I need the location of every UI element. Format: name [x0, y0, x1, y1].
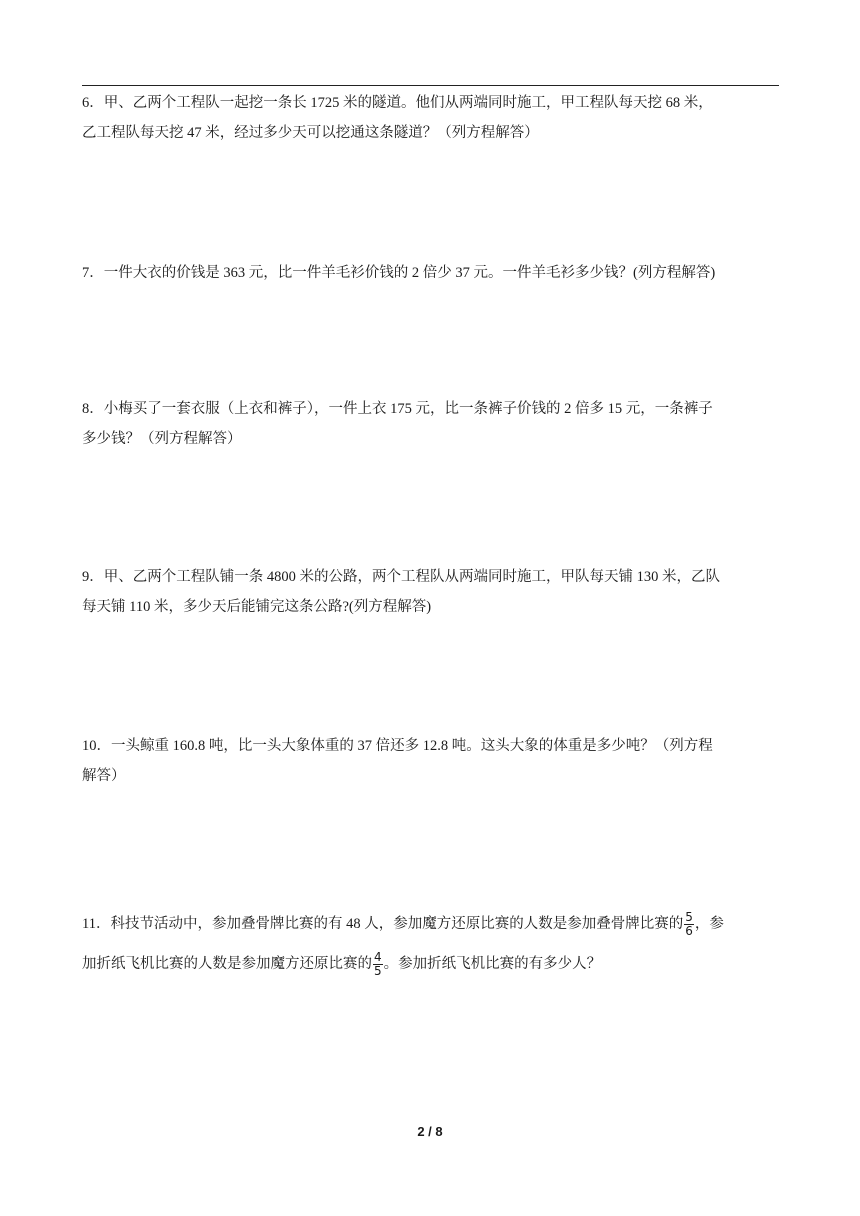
question-8 — [82, 394, 779, 454]
question-11 — [82, 904, 779, 984]
question-text: 加折纸飞机比赛的人数是参加魔方还原比赛的 — [82, 956, 372, 972]
header-rule — [82, 85, 779, 86]
question-line: 解答） — [82, 768, 126, 784]
question-line: 乙工程队每天挖 47 米，经过多少天可以挖通这条隧道？（列方程解答） — [82, 125, 539, 141]
question-text: 11．科技节活动中，参加叠骨牌比赛的有 48 人，参加魔方还原比赛的人数是参加叠骨牌比赛的 — [82, 916, 684, 932]
question-10 — [82, 731, 779, 791]
fraction — [684, 911, 694, 938]
question-line: 7．一件大衣的价钱是 363 元，比一件羊毛衫价钱的 2 倍少 37 元。一件羊毛衫多少钱？(列方程解答) — [82, 265, 716, 281]
question-line: 9．甲、乙两个工程队铺一条 4800 米的公路，两个工程队从两端同时施工，甲队每天铺 130 米，乙队 — [82, 569, 720, 585]
question-7 — [82, 258, 779, 288]
question-line: 每天铺 110 米，多少天后能铺完这条公路?(列方程解答) — [82, 599, 432, 615]
question-text: ，参 — [694, 916, 724, 932]
question-9 — [82, 562, 779, 622]
question-line: 6．甲、乙两个工程队一起挖一条长 1725 米的隧道。他们从两端同时施工，甲工程队每天挖 68 米， — [82, 95, 713, 111]
question-line — [82, 944, 779, 984]
page-number: 2 / 8 — [417, 1124, 443, 1139]
question-line: 8．小梅买了一套衣服（上衣和裤子），一件上衣 175 元，比一条裤子价钱的 2 倍多 15 元，一条裤子 — [82, 401, 713, 417]
question-6 — [82, 88, 779, 148]
question-line: 10．一头鲸重 160.8 吨，比一头大象体重的 37 倍还多 12.8 吨。这头大象的体重是多少吨？（列方程 — [82, 738, 713, 754]
question-line — [82, 904, 779, 944]
fraction — [373, 951, 383, 978]
fraction-denominator: 5 — [374, 964, 382, 979]
fraction-numerator: 4 — [374, 950, 382, 965]
fraction-numerator: 5 — [685, 910, 693, 925]
question-line: 多少钱？（列方程解答） — [82, 431, 242, 447]
question-text: 。参加折纸飞机比赛的有多少人？ — [383, 956, 602, 972]
fraction-denominator: 6 — [685, 924, 693, 939]
